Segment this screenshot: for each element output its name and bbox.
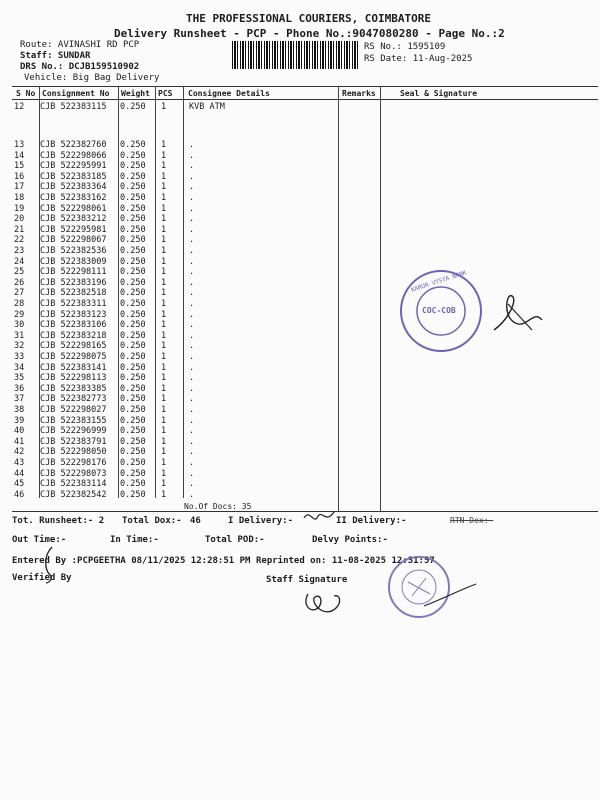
row-consignment: CJB 522383114 xyxy=(40,479,107,490)
row-consignee: . xyxy=(189,458,195,468)
row-weight: 0.250 xyxy=(120,320,146,331)
table-row xyxy=(14,437,600,448)
recipient-signature-icon xyxy=(488,290,548,340)
row-weight: 0.250 xyxy=(120,405,146,415)
row-sno: 21 xyxy=(14,224,25,235)
company-title: THE PROFESSIONAL COURIERS, COIMBATORE xyxy=(186,12,432,25)
row-weight: 0.250 xyxy=(120,309,146,320)
row-pcs: 1 xyxy=(161,426,167,437)
row-sno: 46 xyxy=(14,489,25,500)
row-pcs: 1 xyxy=(161,214,167,225)
row-consignee: . xyxy=(189,150,195,161)
out-time: Out Time:- xyxy=(12,535,67,545)
row-consignee: . xyxy=(189,193,195,203)
row-pcs: 1 xyxy=(161,405,167,415)
row-consignee: . xyxy=(189,383,195,394)
row-consignment: CJB 522382536 xyxy=(40,246,107,256)
table-row xyxy=(14,426,600,437)
row-consignment: CJB 522383155 xyxy=(40,415,107,426)
row-weight: 0.250 xyxy=(120,362,146,373)
row-consignee: . xyxy=(189,405,195,415)
ii-delivery: II Delivery:- xyxy=(336,516,407,526)
row-consignee: . xyxy=(189,415,195,426)
table-row xyxy=(14,479,600,490)
row-consignment: CJB 522383162 xyxy=(40,193,107,203)
row-consignee: . xyxy=(189,436,195,447)
row-consignee: . xyxy=(189,468,195,479)
row-weight: 0.250 xyxy=(120,150,146,161)
row-pcs: 1 xyxy=(161,458,167,468)
row-weight: 0.250 xyxy=(120,193,146,203)
row-pcs: 1 xyxy=(161,171,167,182)
row-pcs: 1 xyxy=(161,447,167,458)
col-header-consignee: Consignee Details xyxy=(188,89,270,98)
row-consignment: CJB 522298061 xyxy=(40,203,107,214)
row-sno: 24 xyxy=(14,256,25,267)
row-sno: 12 xyxy=(14,102,25,112)
verified-by: Verified By xyxy=(12,573,72,583)
row-pcs: 1 xyxy=(161,436,167,447)
row-consignment: CJB 522383009 xyxy=(40,256,107,267)
row-sno: 19 xyxy=(14,203,25,214)
row-weight: 0.250 xyxy=(120,352,146,362)
row-sno: 40 xyxy=(14,426,25,437)
row-pcs: 1 xyxy=(161,373,167,384)
in-time: In Time:- xyxy=(110,535,159,545)
table-row xyxy=(14,235,600,246)
row-sno: 18 xyxy=(14,193,25,203)
row-sno: 14 xyxy=(14,150,25,161)
row-weight: 0.250 xyxy=(120,288,146,299)
col-header-pcs: PCS xyxy=(158,89,173,98)
row-consignment: CJB 522382773 xyxy=(40,394,107,405)
row-weight: 0.250 xyxy=(120,415,146,426)
row-pcs: 1 xyxy=(161,267,167,278)
row-sno: 33 xyxy=(14,352,25,362)
table-row xyxy=(14,161,600,172)
row-sno: 34 xyxy=(14,362,25,373)
row-pcs: 1 xyxy=(161,341,167,352)
row-sno: 32 xyxy=(14,341,25,352)
col-header-seal: Seal & Signature xyxy=(400,89,478,98)
row-sno: 23 xyxy=(14,246,25,256)
row-pcs: 1 xyxy=(161,102,167,112)
row-weight: 0.250 xyxy=(120,489,146,500)
row-consignment: CJB 522298067 xyxy=(40,235,107,246)
table-row xyxy=(14,151,600,162)
drs-number: DRS No.: DCJB159510902 xyxy=(20,62,140,72)
table-row xyxy=(14,257,600,268)
stamp-bank-name: KARUR VYSYA BANK xyxy=(410,269,468,294)
table-row xyxy=(14,204,600,215)
row-sno: 37 xyxy=(14,394,25,405)
rs-date: RS Date: 11-Aug-2025 xyxy=(364,54,473,64)
row-consignment: CJB 522382542 xyxy=(40,489,107,500)
table-row xyxy=(14,267,600,278)
table-row xyxy=(14,182,600,193)
reprinted-on: Reprinted on: 11-08-2025 12:31:57 xyxy=(256,556,435,566)
row-weight: 0.250 xyxy=(120,447,146,458)
row-consignee: . xyxy=(189,182,195,193)
col-header-consignment: Consignment No xyxy=(42,89,110,98)
row-consignee: . xyxy=(189,288,195,299)
row-consignment: CJB 522383218 xyxy=(40,330,107,341)
table-row xyxy=(14,214,600,225)
row-weight: 0.250 xyxy=(120,256,146,267)
row-sno: 38 xyxy=(14,405,25,415)
row-pcs: 1 xyxy=(161,479,167,490)
row-pcs: 1 xyxy=(161,224,167,235)
row-weight: 0.250 xyxy=(120,479,146,490)
row-pcs: 1 xyxy=(161,288,167,299)
row-consignment: CJB 522383311 xyxy=(40,299,107,309)
row-pcs: 1 xyxy=(161,330,167,341)
row-sno: 13 xyxy=(14,140,25,150)
row-pcs: 1 xyxy=(161,489,167,500)
row-consignment: CJB 522298176 xyxy=(40,458,107,468)
row-sno: 16 xyxy=(14,171,25,182)
row-consignment: CJB 522383185 xyxy=(40,171,107,182)
row-consignee: . xyxy=(189,224,195,235)
row-weight: 0.250 xyxy=(120,182,146,193)
table-row xyxy=(14,384,600,395)
row-weight: 0.250 xyxy=(120,235,146,246)
table-row xyxy=(14,352,600,363)
row-pcs: 1 xyxy=(161,150,167,161)
row-consignee: . xyxy=(189,171,195,182)
row-sno: 31 xyxy=(14,330,25,341)
row-consignee: . xyxy=(189,479,195,490)
row-consignee: . xyxy=(189,426,195,437)
table-row xyxy=(14,193,600,204)
row-consignee: . xyxy=(189,203,195,214)
row-consignee: . xyxy=(189,235,195,246)
i-delivery: I Delivery:- xyxy=(228,516,294,526)
row-weight: 0.250 xyxy=(120,299,146,309)
table-row xyxy=(14,458,600,469)
rs-number: RS No.: 1595109 xyxy=(364,42,446,52)
route-label: Route: AVINASHI RD PCP xyxy=(20,40,140,50)
table-row xyxy=(14,363,600,374)
stamp-branch: COC-COB xyxy=(422,306,456,315)
row-pcs: 1 xyxy=(161,394,167,405)
no-of-docs: No.Of Docs: 35 xyxy=(184,502,252,511)
row-pcs: 1 xyxy=(161,246,167,256)
col-header-weight: Weight xyxy=(121,89,150,98)
row-consignment: CJB 522383385 xyxy=(40,383,107,394)
entered-by-scribble-icon xyxy=(38,545,60,585)
row-consignment: CJB 522382760 xyxy=(40,140,107,150)
row-consignee: . xyxy=(189,309,195,320)
col-header-remarks: Remarks xyxy=(342,89,376,98)
table-row xyxy=(14,469,600,480)
row-weight: 0.250 xyxy=(120,140,146,150)
row-consignment: CJB 522298050 xyxy=(40,447,107,458)
header-bottom-border xyxy=(12,99,598,100)
row-consignee: . xyxy=(189,246,195,256)
row-pcs: 1 xyxy=(161,161,167,172)
row-sno: 26 xyxy=(14,277,25,288)
row-sno: 28 xyxy=(14,299,25,309)
total-dox-value: 46 xyxy=(190,516,201,526)
row-consignee: . xyxy=(189,362,195,373)
row-pcs: 1 xyxy=(161,383,167,394)
barcode-image xyxy=(232,41,358,69)
row-consignee: . xyxy=(189,330,195,341)
table-top-border xyxy=(12,86,598,87)
row-sno: 15 xyxy=(14,161,25,172)
row-consignee: . xyxy=(189,489,195,500)
row-pcs: 1 xyxy=(161,320,167,331)
table-row xyxy=(14,373,600,384)
row-sno: 20 xyxy=(14,214,25,225)
row-consignee: . xyxy=(189,373,195,384)
row-weight: 0.250 xyxy=(120,214,146,225)
total-pod: Total POD:- xyxy=(205,535,265,545)
table-row xyxy=(14,405,600,416)
row-pcs: 1 xyxy=(161,203,167,214)
row-consignee: . xyxy=(189,394,195,405)
row-weight: 0.250 xyxy=(120,468,146,479)
table-row xyxy=(14,246,600,257)
row-pcs: 1 xyxy=(161,277,167,288)
row-consignee: . xyxy=(189,277,195,288)
row-consignment: CJB 522383141 xyxy=(40,362,107,373)
col-header-sno: S No xyxy=(16,89,36,98)
table-row xyxy=(14,447,600,458)
table-row xyxy=(14,225,600,236)
row-consignee: . xyxy=(189,352,195,362)
row-sno: 25 xyxy=(14,267,25,278)
row-sno: 29 xyxy=(14,309,25,320)
row-pcs: 1 xyxy=(161,309,167,320)
row-weight: 0.250 xyxy=(120,171,146,182)
row-sno: 43 xyxy=(14,458,25,468)
row-consignee: . xyxy=(189,320,195,331)
delvy-points: Delvy Points:- xyxy=(312,535,388,545)
row-weight: 0.250 xyxy=(120,203,146,214)
row-pcs: 1 xyxy=(161,235,167,246)
row-consignee: . xyxy=(189,214,195,225)
row-pcs: 1 xyxy=(161,182,167,193)
row-consignment: CJB 522295991 xyxy=(40,161,107,172)
row-sno: 22 xyxy=(14,235,25,246)
table-row xyxy=(14,416,600,427)
row-weight: 0.250 xyxy=(120,102,146,112)
row-consignment: CJB 522383196 xyxy=(40,277,107,288)
row-weight: 0.250 xyxy=(120,394,146,405)
row-weight: 0.250 xyxy=(120,161,146,172)
row-sno: 45 xyxy=(14,479,25,490)
rtn-dox: RTN Dox:- xyxy=(450,516,494,525)
row-consignment: CJB 522298073 xyxy=(40,468,107,479)
row-weight: 0.250 xyxy=(120,224,146,235)
row-sno: 41 xyxy=(14,436,25,447)
row-consignee: . xyxy=(189,140,195,150)
row-consignment: CJB 522298027 xyxy=(40,405,107,415)
row-sno: 35 xyxy=(14,373,25,384)
row-consignment: CJB 522296999 xyxy=(40,426,107,437)
row-consignee: KVB ATM xyxy=(189,102,225,112)
staff-label: Staff: SUNDAR xyxy=(20,51,91,61)
row-weight: 0.250 xyxy=(120,277,146,288)
row-weight: 0.250 xyxy=(120,383,146,394)
row-consignee: . xyxy=(189,299,195,309)
row-consignment: CJB 522382518 xyxy=(40,288,107,299)
row-pcs: 1 xyxy=(161,415,167,426)
row-consignee: . xyxy=(189,447,195,458)
row-sno: 42 xyxy=(14,447,25,458)
entered-by: Entered By :PCPGEETHA 08/11/2025 12:28:51 PM xyxy=(12,556,251,566)
table-row xyxy=(14,341,600,352)
lower-signature-icon xyxy=(420,580,480,610)
row-pcs: 1 xyxy=(161,193,167,203)
table-row xyxy=(14,278,600,289)
row-pcs: 1 xyxy=(161,140,167,150)
row-consignment: CJB 522298165 xyxy=(40,341,107,352)
row-weight: 0.250 xyxy=(120,458,146,468)
row-sno: 36 xyxy=(14,383,25,394)
row-consignment: CJB 522383123 xyxy=(40,309,107,320)
staff-signature-label: Staff Signature xyxy=(266,575,348,585)
row-sno: 44 xyxy=(14,468,25,479)
row-consignment: CJB 522298075 xyxy=(40,352,107,362)
row-consignment: CJB 522383364 xyxy=(40,182,107,193)
row-weight: 0.250 xyxy=(120,426,146,437)
table-row xyxy=(14,102,600,113)
row-consignment: CJB 522298111 xyxy=(40,267,107,278)
runsheet-title: Delivery Runsheet - PCP - Phone No.:9047080280 - Page No.:2 xyxy=(114,27,505,40)
table-row xyxy=(14,490,600,501)
row-pcs: 1 xyxy=(161,256,167,267)
row-consignment: CJB 522383212 xyxy=(40,214,107,225)
row-weight: 0.250 xyxy=(120,330,146,341)
row-consignment: CJB 522298066 xyxy=(40,150,107,161)
table-row xyxy=(14,172,600,183)
row-consignee: . xyxy=(189,256,195,267)
row-pcs: 1 xyxy=(161,352,167,362)
row-consignment: CJB 522383106 xyxy=(40,320,107,331)
row-weight: 0.250 xyxy=(120,246,146,256)
row-weight: 0.250 xyxy=(120,373,146,384)
bank-seal-stamp xyxy=(400,270,482,352)
row-weight: 0.250 xyxy=(120,267,146,278)
row-consignee: . xyxy=(189,267,195,278)
row-sno: 39 xyxy=(14,415,25,426)
staff-signature-icon xyxy=(300,584,350,620)
row-sno: 27 xyxy=(14,288,25,299)
tot-runsheet: Tot. Runsheet:- 2 xyxy=(12,516,105,526)
row-sno: 17 xyxy=(14,182,25,193)
row-consignment: CJB 522383791 xyxy=(40,436,107,447)
table-row xyxy=(14,140,600,151)
row-consignment: CJB 522295981 xyxy=(40,224,107,235)
row-consignee: . xyxy=(189,341,195,352)
row-consignment: CJB 522383115 xyxy=(40,102,107,112)
row-weight: 0.250 xyxy=(120,436,146,447)
row-pcs: 1 xyxy=(161,468,167,479)
row-sno: 30 xyxy=(14,320,25,331)
table-row xyxy=(14,394,600,405)
total-dox-label: Total Dox:- xyxy=(122,516,182,526)
tick-mark-icon xyxy=(300,506,340,528)
row-consignee: . xyxy=(189,161,195,172)
row-weight: 0.250 xyxy=(120,341,146,352)
row-pcs: 1 xyxy=(161,362,167,373)
vehicle-label: Vehicle: Big Bag Delivery xyxy=(24,73,160,83)
row-consignment: CJB 522298113 xyxy=(40,373,107,384)
row-pcs: 1 xyxy=(161,299,167,309)
